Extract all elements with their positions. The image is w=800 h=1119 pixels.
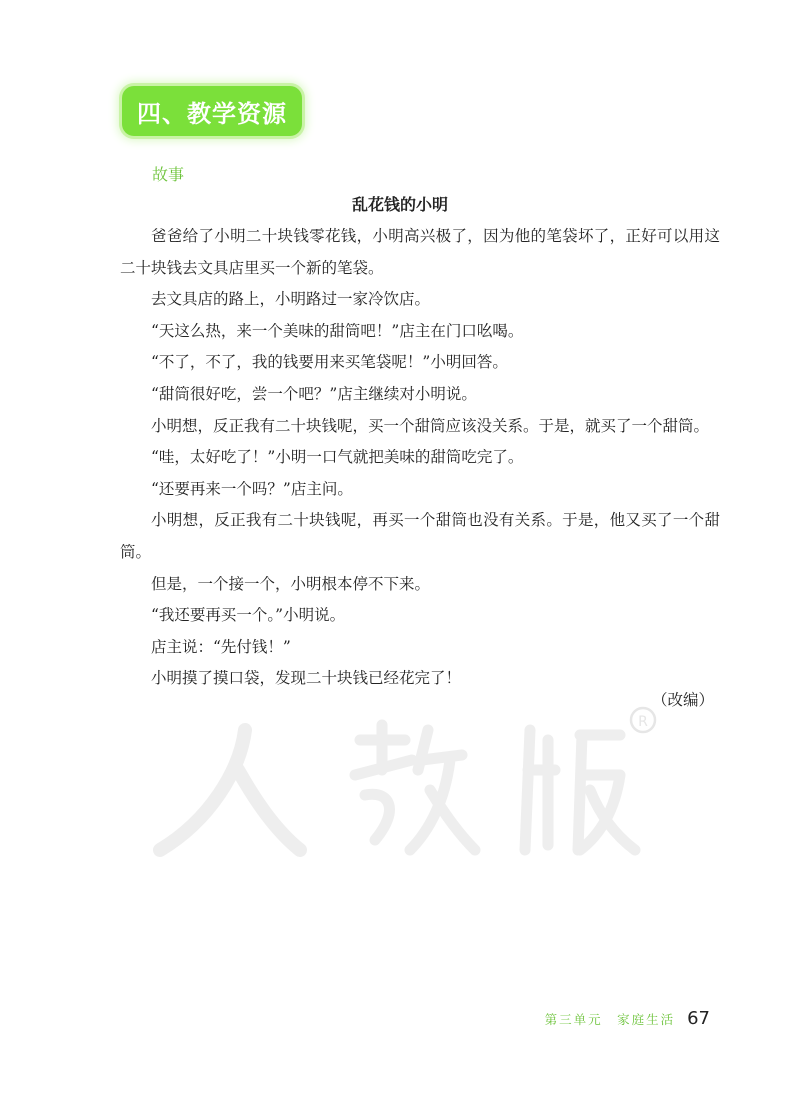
section-header bbox=[122, 86, 302, 136]
section-header-title: 四、教学资源 bbox=[137, 99, 287, 128]
story-paragraph: “我还要再买一个。”小明说。 bbox=[151, 606, 346, 625]
story-paragraph: 但是，一个接一个，小明根本停不下来。 bbox=[151, 574, 431, 593]
story-paragraph: “天这么热，来一个美味的甜筒吧！”店主在门口吆喝。 bbox=[151, 321, 524, 340]
page-footer bbox=[545, 1008, 710, 1029]
story-paragraph: 爸爸给了小明二十块钱零花钱，小明高兴极了，因为他的笔袋坏了，正好可以用这二十块钱去文具店里买一个新的笔袋。 bbox=[120, 227, 720, 277]
svg-text:R: R bbox=[638, 714, 648, 730]
story-paragraph: “还要再来一个吗？”店主问。 bbox=[151, 479, 353, 498]
story-paragraph: “哇，太好吃了！”小明一口气就把美味的甜筒吃完了。 bbox=[151, 448, 524, 467]
publisher-watermark bbox=[150, 700, 670, 870]
story-paragraph: 小明想，反正我有二十块钱呢，买一个甜筒应该没关系。于是，就买了一个甜筒。 bbox=[151, 416, 710, 435]
story-title: 乱花钱的小明 bbox=[351, 195, 448, 214]
page-number: 67 bbox=[687, 1008, 710, 1029]
story-paragraph: “不了，不了，我的钱要用来买笔袋呢！”小明回答。 bbox=[151, 353, 508, 372]
story-paragraph: 去文具店的路上，小明路过一家冷饮店。 bbox=[151, 290, 431, 309]
adapted-note: （改编） bbox=[651, 691, 714, 709]
story-paragraph: “甜筒很好吃，尝一个吧？”店主继续对小明说。 bbox=[151, 384, 477, 403]
story-paragraph: 小明摸了摸口袋，发现二十块钱已经花完了！ bbox=[151, 669, 462, 688]
story-paragraph: 店主说：“先付钱！” bbox=[151, 637, 291, 656]
story-body bbox=[120, 221, 720, 695]
story-label: 故事 bbox=[152, 165, 185, 184]
story-paragraph: 小明想，反正我有二十块钱呢，再买一个甜筒也没有关系。于是，他又买了一个甜筒。 bbox=[120, 511, 720, 561]
footer-unit-title: 第三单元 家庭生活 bbox=[544, 1012, 676, 1027]
